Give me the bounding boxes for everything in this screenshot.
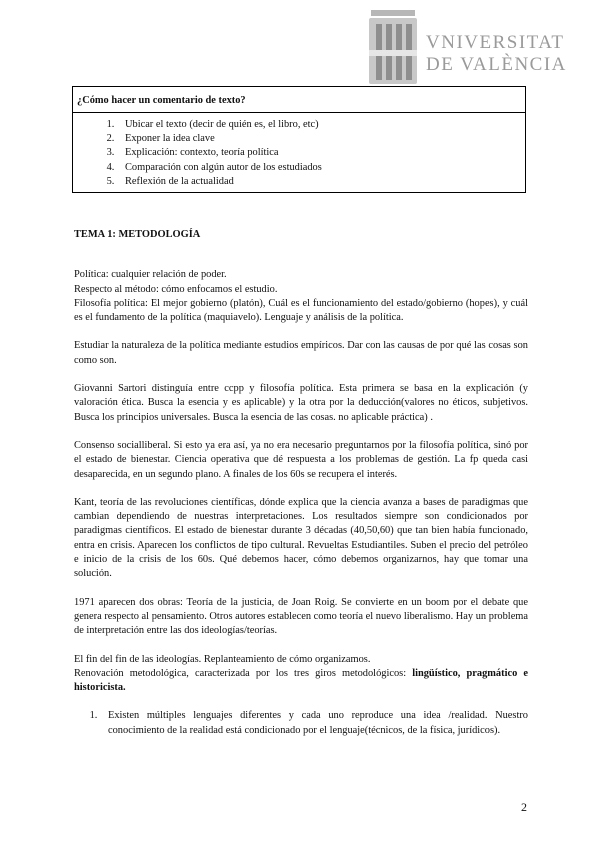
logo-line-1: VNIVERSITAT	[426, 32, 565, 53]
logo-line-2: DE VALÈNCIA	[426, 54, 567, 75]
paragraph: Consenso socialliberal. Si esto ya era así, ya no era necesario preguntarnos por la filosofía política, sinó por el estado de bienestar. Ciencia operativa que dé respuesta a los problemas de gestión. La fp queda casi desaparecida, en un segundo plano. A finales de los 60s se recupera el interés.	[74, 439, 528, 480]
university-logo	[368, 10, 567, 90]
list-item: 5. Reflexión de la actualidad	[117, 175, 525, 189]
paragraph: Filosofía política: El mejor gobierno (platón), Cuál es el funcionamiento del estado/gobierno (hopes), y cuál es el fundamento de la política (maquiavelo). Lenguaje y análisis de la política.	[74, 297, 528, 324]
document-body	[74, 228, 528, 738]
paragraph: El fin del fin de las ideologías. Replanteamiento de cómo organizamos.	[74, 653, 371, 665]
page-number: 2	[521, 800, 527, 814]
university-seal-icon	[368, 10, 418, 90]
paragraph: Respecto al método: cómo enfocamos el estudio.	[74, 283, 278, 295]
box-steps-list	[73, 118, 525, 189]
paragraph-text: Renovación metodológica, caracterizada por los tres giros metodológicos:	[74, 667, 413, 679]
list-item: 2. Exponer la idea clave	[117, 132, 525, 146]
paragraph	[74, 667, 528, 696]
list-item: 1. Existen múltiples lenguajes diferentes y cada uno reproduce una idea /realidad. Nuestro conocimiento de la realidad está condicionado por el lenguaje(técnicos, de la física, jurídicos).	[100, 709, 528, 738]
paragraph: 1971 aparecen dos obras: Teoría de la justicia, de Joan Roig. Se convierte en un boom por el debate que genera respecto al pensamiento. Otros autores establecen como teoría el nuevo liberalismo. Hay un problema de interpretación entre las dos ideologías/teorías.	[74, 596, 528, 637]
section-title: TEMA 1: METODOLOGÍA	[74, 229, 201, 240]
paragraph: Estudiar la naturaleza de la política mediante estudios empíricos. Dar con las causas de por qué las cosas son como son.	[74, 340, 528, 366]
numbered-list	[74, 709, 528, 738]
box-title: ¿Cómo hacer un comentario de texto?	[73, 87, 525, 113]
list-item: 3. Explicación: contexto, teoría política	[117, 146, 525, 160]
list-item: 1. Ubicar el texto (decir de quién es, el libro, etc)	[117, 118, 525, 132]
comment-guide-box	[72, 86, 526, 193]
paragraph: Kant, teoría de las revoluciones científicas, dónde explica que la ciencia avanza a bases de paradigmas que cambian dependiendo de nuestras interpretaciones. Los resultados siempre son condicionados por paradigmas científicos. El estado de bienestar durante 3 décadas (40,50,60) que tan bien había funcionado, entra en crisis. Aparecen los conflictos de tipo cultural. Revueltas Estudiantiles. Suben el precio del petróleo e inicio de la crisis de los 60s. Qué debemos hacer, cómo debemos organizarnos, hay que tomar una solución.	[74, 496, 528, 580]
list-item: 4. Comparación con algún autor de los estudiados	[117, 161, 525, 175]
paragraph: Giovanni Sartori distinguía entre ccpp y filosofía política. Esta primera se basa en la explicación (y valoración ética. Busca la esencia y es aplicable) y la otra por la deducción(valores no éticos, subjetivos. Busca los principios universales. Busca la esencia de las cosas. no aplicable práctica) .	[74, 383, 528, 423]
paragraph-bold-text: lingüístico, pragmático e historicista.	[74, 667, 528, 694]
paragraph: Política: cualquier relación de poder.	[74, 269, 227, 281]
